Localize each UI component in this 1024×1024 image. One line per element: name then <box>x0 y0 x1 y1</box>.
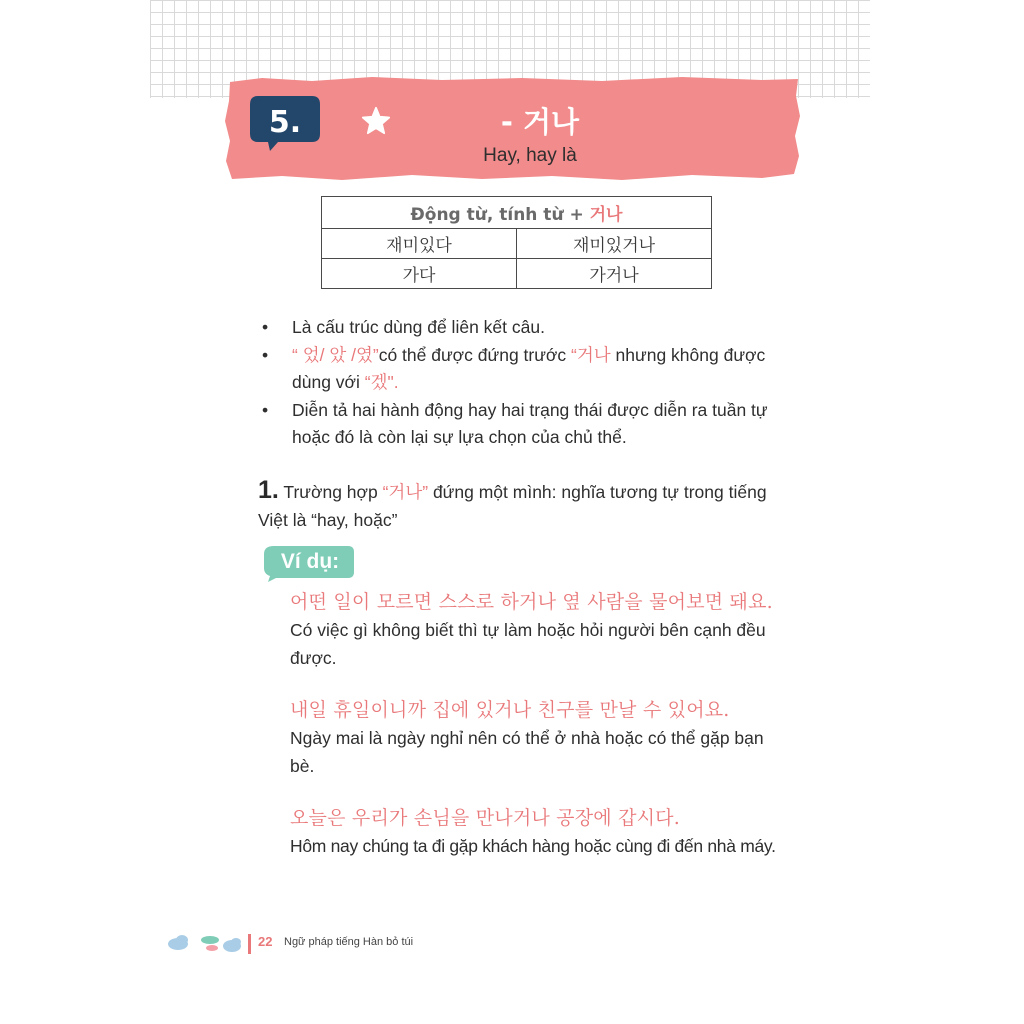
bullet-list <box>258 314 778 452</box>
example-item <box>290 588 780 672</box>
list-item <box>258 314 778 342</box>
bullet-text: nhưng không được dùng với <box>292 344 766 392</box>
conjugation-table <box>321 196 712 289</box>
example-item <box>290 696 780 780</box>
table-header-text: Động từ, tính từ + <box>410 205 590 225</box>
bullet-text: “거나 <box>571 344 611 365</box>
page-number: 22 <box>258 934 273 949</box>
cloud-icon <box>166 930 246 958</box>
section-number: 5. <box>268 104 302 140</box>
list-item <box>258 397 778 452</box>
section-one <box>258 476 778 534</box>
footer-divider <box>248 934 251 954</box>
section-one-number: 1. <box>258 476 279 504</box>
bullet-text: “ 었/ 았 /였” <box>292 344 379 365</box>
example-item <box>290 804 780 860</box>
table-cell: 재미있거나 <box>517 229 712 259</box>
grammar-meaning: Hay, hay là <box>483 145 577 166</box>
example-vietnamese: Ngày mai là ngày nghỉ nên có thể ở nhà hoặc có thể gặp bạn bè. <box>290 728 764 776</box>
table-header-row <box>322 197 712 229</box>
bullet-text: có thể được đứng trước <box>378 344 572 365</box>
example-korean: 오늘은 우리가 손님을 만나거나 공장에 갑시다. <box>290 807 680 829</box>
bullet-text: Là cấu trúc dùng để liên kết câu. <box>292 317 545 337</box>
star-icon <box>360 106 392 136</box>
table-cell: 가거나 <box>517 259 712 289</box>
bullet-dot: • <box>262 317 269 337</box>
table-cell: 재미있다 <box>322 229 517 259</box>
example-vietnamese: Hôm nay chúng ta đi gặp khách hàng hoặc cùng đi đến nhà máy. <box>290 836 776 856</box>
example-korean: 내일 휴일이니까 집에 있거나 친구를 만날 수 있어요. <box>290 699 730 721</box>
bullet-dot: • <box>262 344 269 365</box>
example-label: Ví dụ: <box>280 550 340 573</box>
example-korean: 어떤 일이 모르면 스스로 하거나 옆 사람을 물어보면 돼요. <box>290 591 773 613</box>
bullet-text: “겠". <box>364 372 399 392</box>
book-title: Ngữ pháp tiếng Hàn bỏ túi <box>284 936 414 948</box>
bullet-dot: • <box>262 399 269 420</box>
example-vietnamese: Có việc gì không biết thì tự làm hoặc hỏi người bên cạnh đều được. <box>290 620 766 668</box>
bullet-text: Diễn tả hai hành động hay hai trạng thái được diễn ra tuần tự hoặc đó là còn lại sự lựa chọn của chủ thể. <box>292 399 768 447</box>
table-cell: 가다 <box>322 259 517 289</box>
section-one-text: Trường hợp <box>278 482 383 502</box>
table-row <box>322 259 712 289</box>
section-one-keyword: “거나” <box>382 482 429 502</box>
grammar-title: - 거나 <box>500 105 580 139</box>
table-header-suffix: 거나 <box>589 205 623 225</box>
list-item <box>258 342 778 397</box>
section-one-text: đứng một mình: nghĩa tương tự trong tiếng Việt là “hay, hoặc” <box>258 482 767 530</box>
table-row <box>322 229 712 259</box>
table-header <box>322 197 712 229</box>
